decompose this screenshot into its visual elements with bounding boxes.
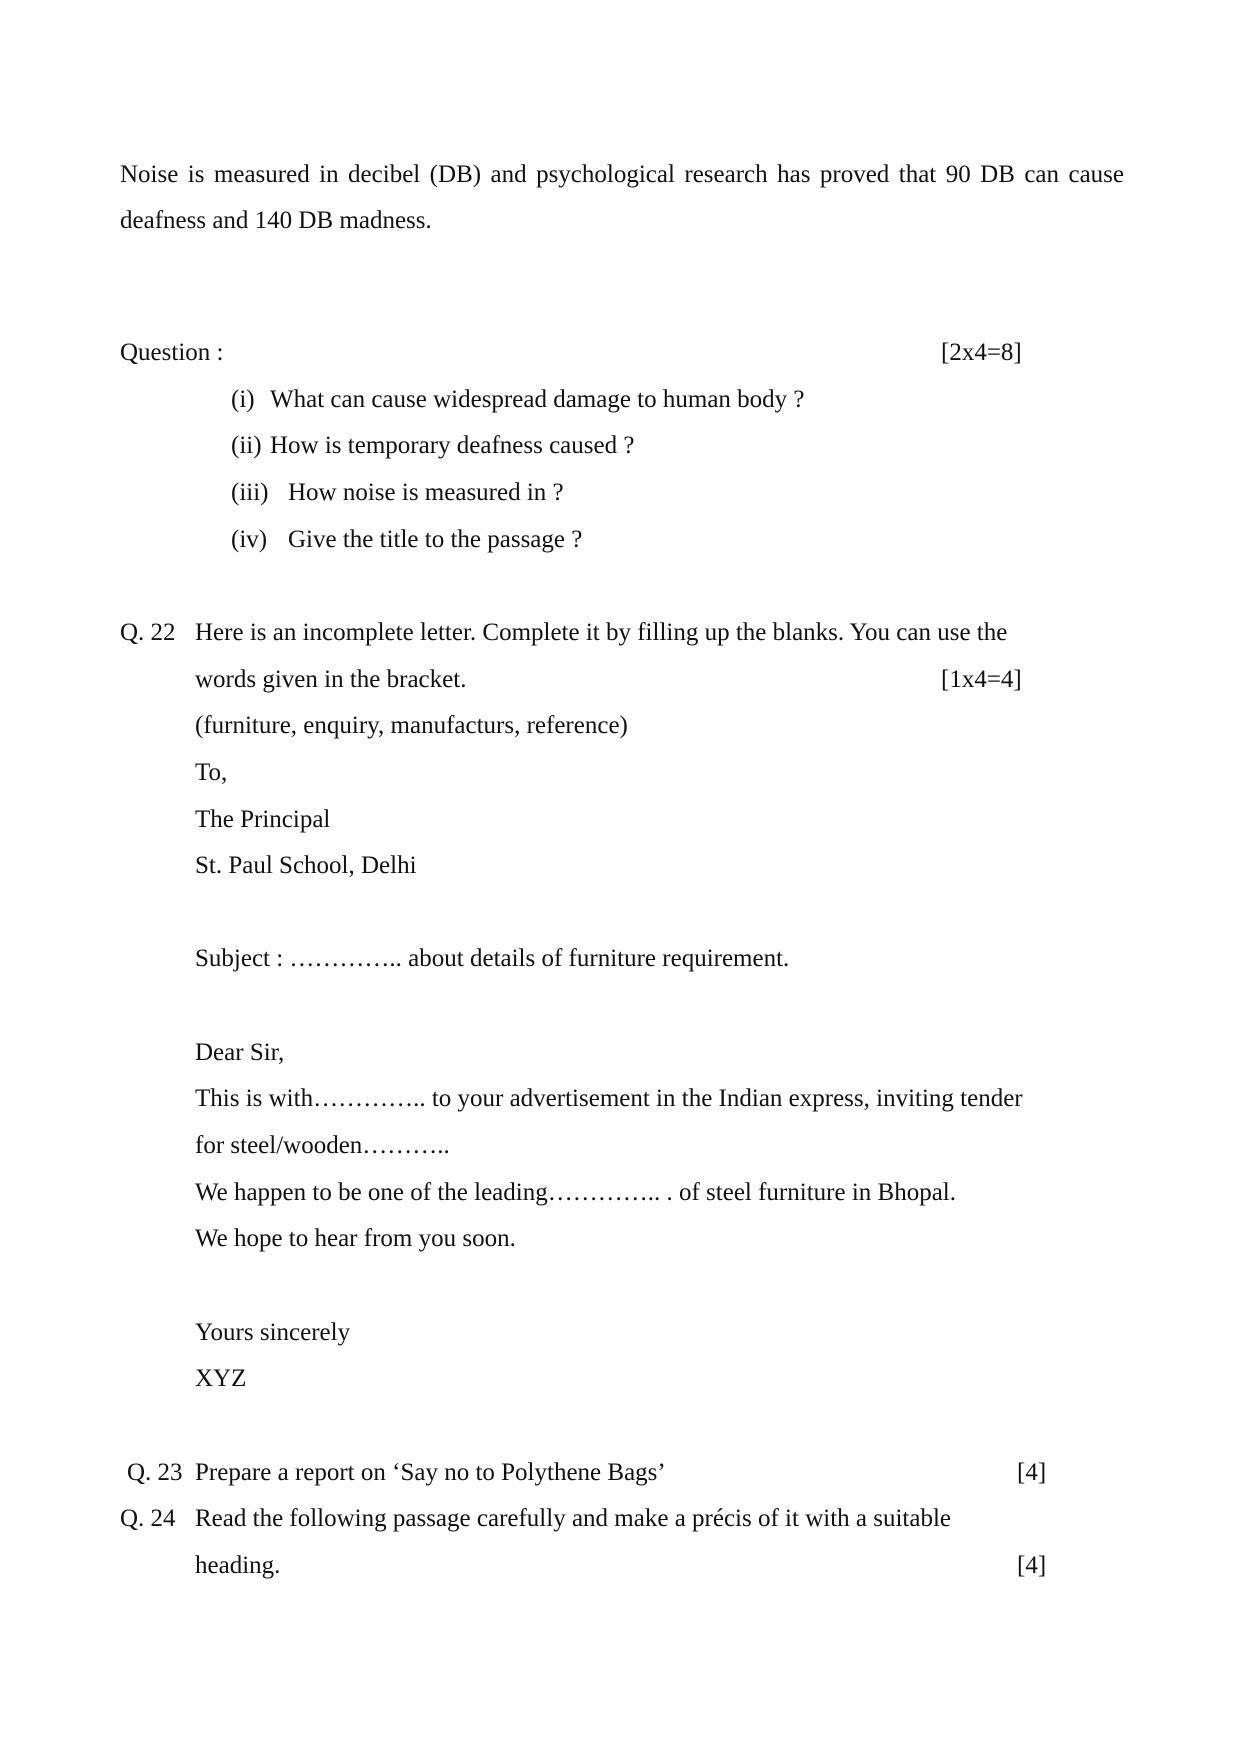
- question-number: Q. 22: [120, 619, 176, 646]
- letter-salutation: Dear Sir,: [195, 1039, 285, 1066]
- letter-subject: Subject : ………….. about details of furniture requirement.: [195, 945, 790, 972]
- letter-address: St. Paul School, Delhi: [195, 852, 417, 879]
- question-item-number: (iii): [231, 479, 269, 506]
- question-text: Here is an incomplete letter. Complete it by filling up the blanks. You can use the: [195, 619, 1008, 646]
- question-text: Read the following passage carefully and make a précis of it with a suitable: [195, 1505, 951, 1532]
- question-marks: [1x4=4]: [941, 666, 1022, 693]
- letter-body-line: This is with………….. to your advertisement in the Indian express, inviting tender: [195, 1085, 1023, 1112]
- letter-to: To,: [195, 759, 228, 786]
- question-item-number: (iv): [231, 526, 268, 553]
- question-marks: [2x4=8]: [941, 339, 1022, 366]
- passage-paragraph: Noise is measured in decibel (DB) and psychological research has proved that 90 DB can cause deafness and 140 DB madness.: [120, 161, 1124, 234]
- question-item-text: How is temporary deafness caused ?: [270, 432, 635, 459]
- letter-addressee: The Principal: [195, 806, 331, 833]
- question-item-text: Give the title to the passage ?: [288, 526, 583, 553]
- question-item-text: What can cause widespread damage to human body ?: [270, 386, 805, 413]
- letter-body-line: We hope to hear from you soon.: [195, 1225, 516, 1252]
- question-marks: [4]: [1017, 1459, 1047, 1486]
- question-item-number: (i): [231, 386, 255, 413]
- question-text: heading.: [195, 1552, 281, 1579]
- word-bank: (furniture, enquiry, manufacturs, reference): [195, 712, 628, 739]
- letter-signature: XYZ: [195, 1365, 247, 1392]
- question-number: Q. 24: [120, 1505, 176, 1532]
- question-number: Q. 23: [127, 1459, 183, 1486]
- question-marks: [4]: [1017, 1552, 1047, 1579]
- letter-closing: Yours sincerely: [195, 1319, 351, 1346]
- question-item-number: (ii): [231, 432, 262, 459]
- letter-body-line: We happen to be one of the leading………….. . of steel furniture in Bhopal.: [195, 1179, 956, 1206]
- question-label: Question :: [120, 339, 224, 366]
- question-text: words given in the bracket.: [195, 666, 467, 693]
- question-text: Prepare a report on ‘Say no to Polythene Bags’: [195, 1459, 666, 1486]
- question-item-text: How noise is measured in ?: [288, 479, 564, 506]
- letter-body-line: for steel/wooden………..: [195, 1132, 450, 1159]
